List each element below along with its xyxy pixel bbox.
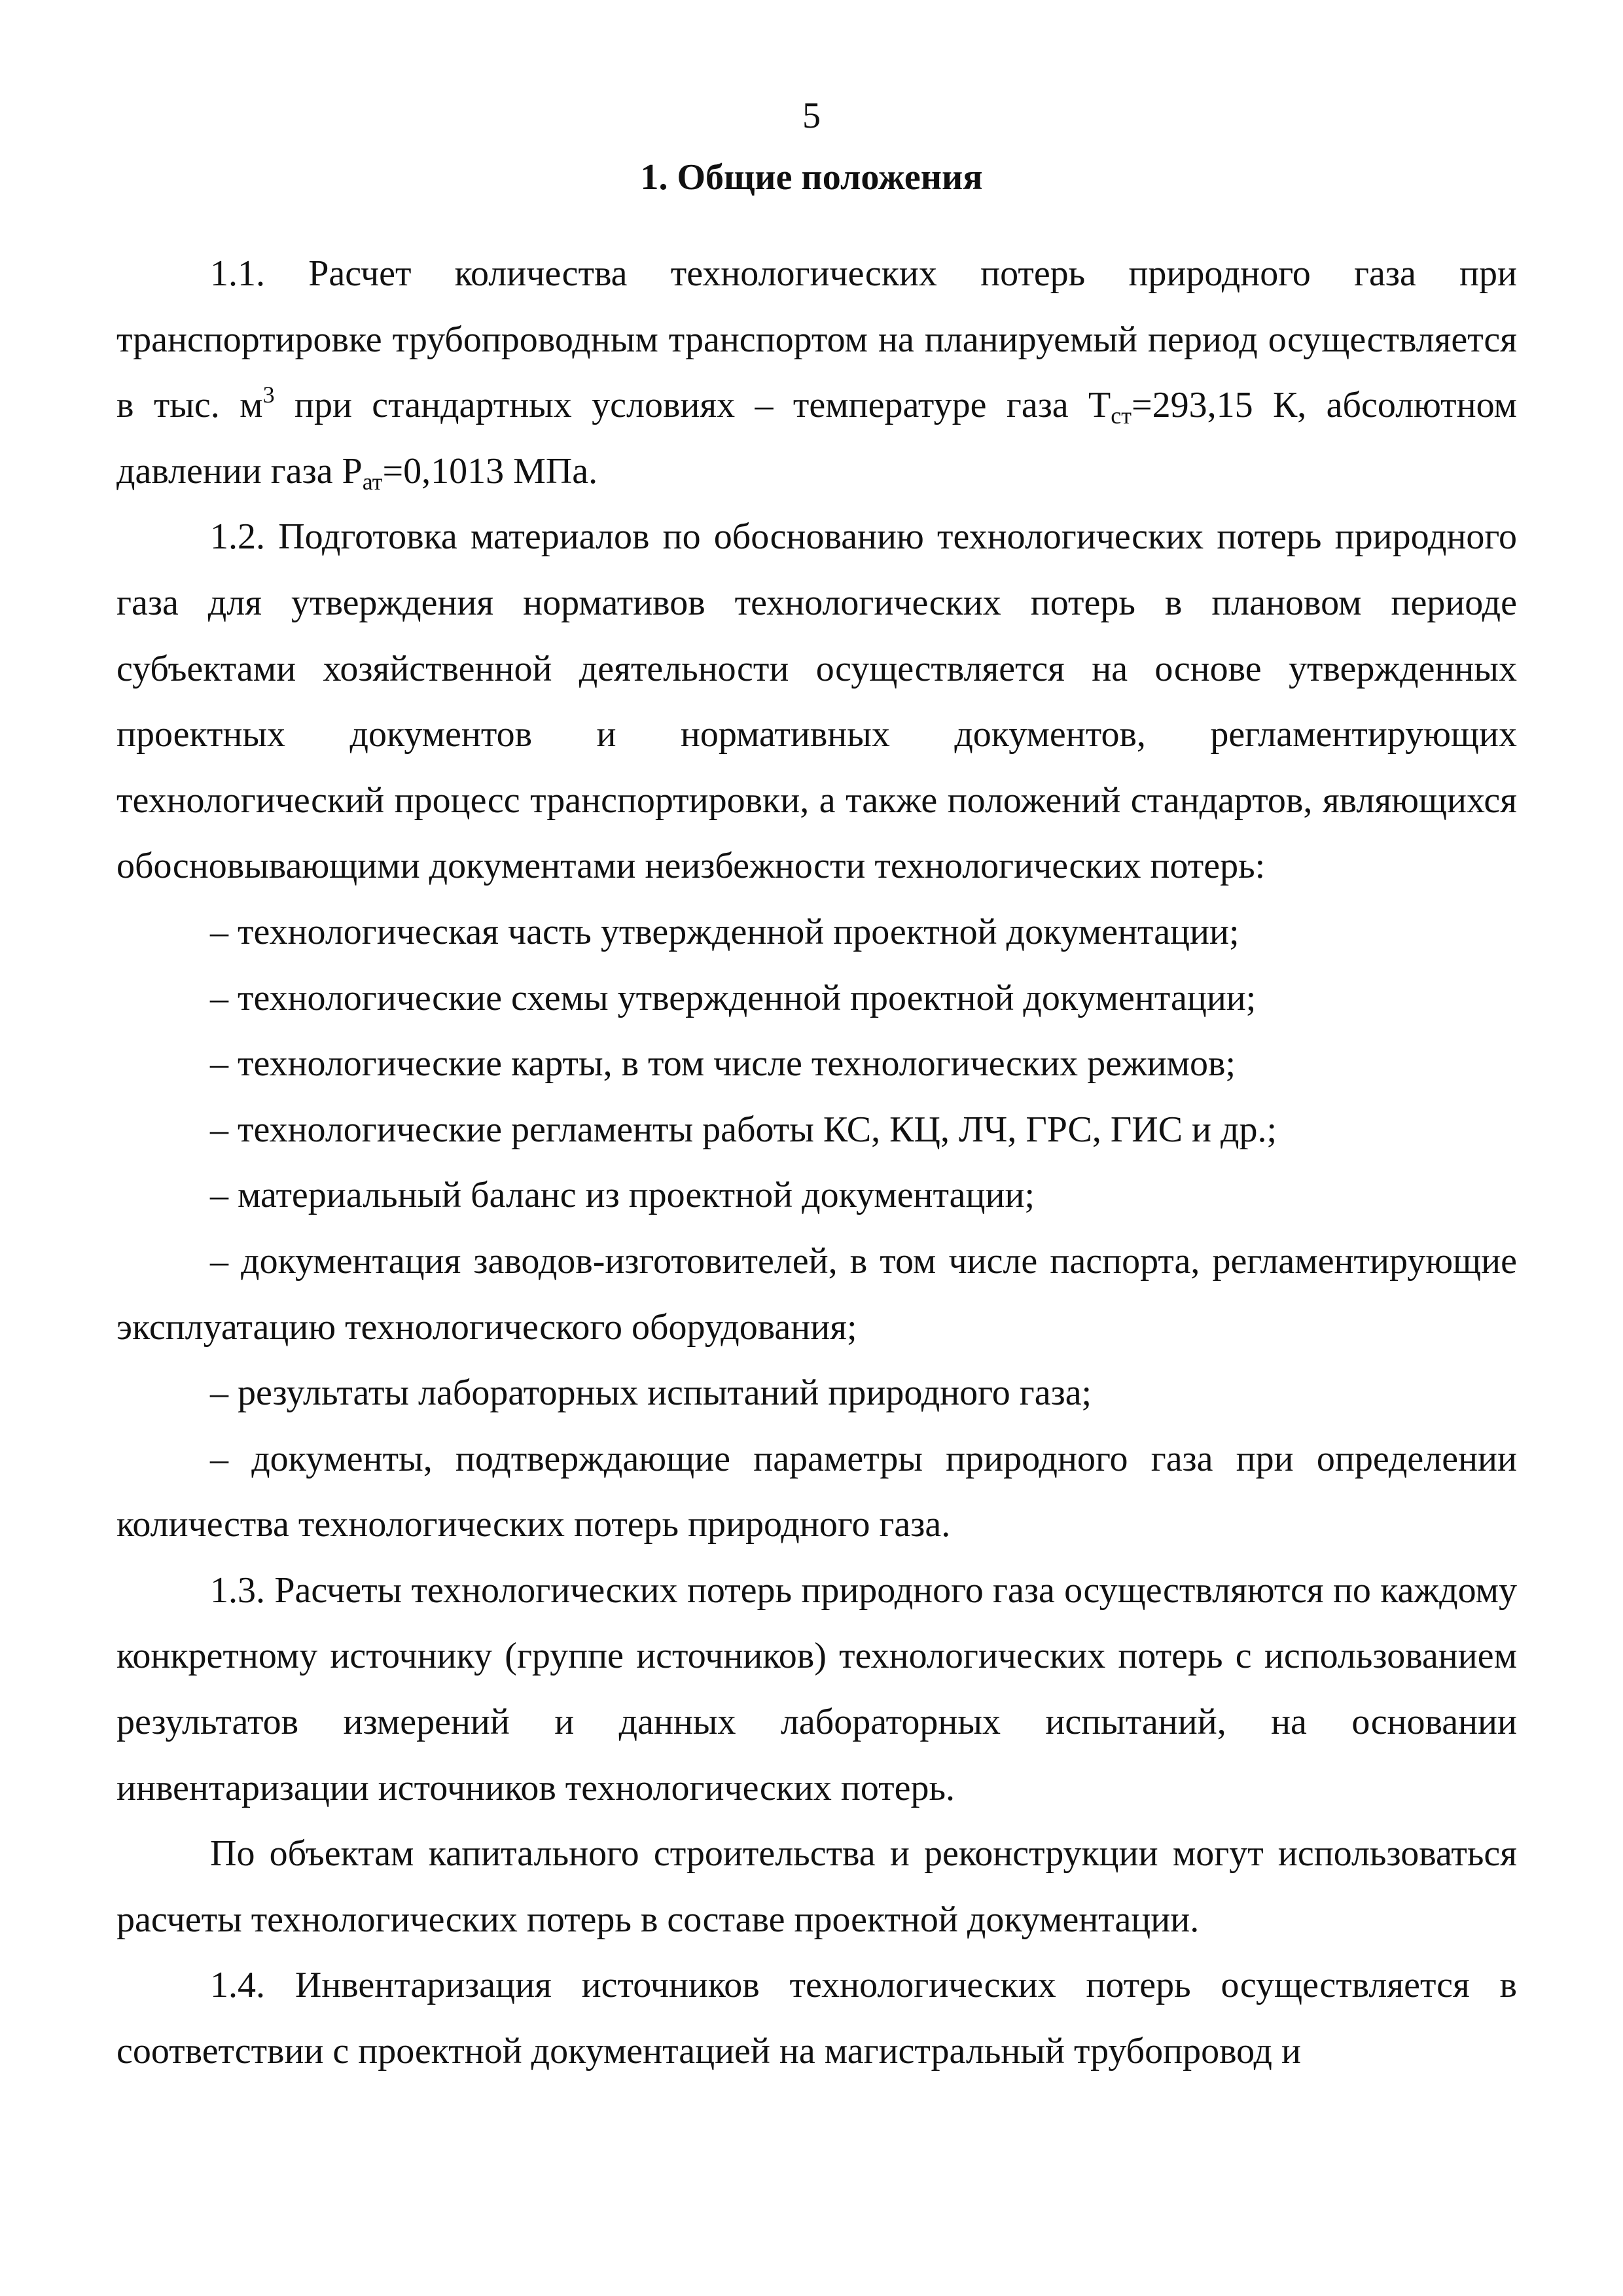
paragraph-number: 1.4.	[210, 1965, 265, 2006]
paragraph-1-3	[116, 1558, 1517, 1821]
section-title: 1. Общие положения	[640, 157, 983, 198]
subscript: ат	[362, 468, 383, 495]
paragraph-1-3-continued: По объектам капитального строительства и реконструкции могут использоваться расчеты технологических потерь в составе проектной документации.	[116, 1833, 1517, 1940]
paragraph-text: Подготовка материалов по обоснованию технологических потерь природного газа для утверждения нормативов технологических потерь в плановом периоде субъектами хозяйственной деятельности осуществляется на основе утвержденных проектных документов и нормативных документов, регламентирующих технологический процесс транспортировки, а также положений стандартов, являющихся обосновывающими документами неизбежности технологических потерь:	[116, 516, 1518, 887]
superscript: 3	[262, 382, 275, 408]
paragraph-1-1	[116, 241, 1517, 504]
paragraph-number: 1.3.	[210, 1570, 265, 1611]
list-item: – технологические регламенты работы КС, КЦ, ЛЧ, ГРС, ГИС и др.;	[210, 1109, 1277, 1150]
list-item: – документация заводов-изготовителей, в том числе паспорта, регламентирующие эксплуатацию технологического оборудования;	[116, 1240, 1517, 1348]
paragraph-text: Расчеты технологических потерь природного газа осуществляются по каждому конкретному источнику (группе источников) технологических потерь с использованием результатов измерений и данных лабораторных испытаний, на основании инвентаризации источников технологических потерь.	[116, 1570, 1518, 1808]
list-item: – технологические схемы утвержденной проектной документации;	[210, 977, 1257, 1018]
list-item: – материальный баланс из проектной документации;	[210, 1175, 1035, 1216]
page-number: 5	[802, 96, 821, 136]
paragraph-1-2	[116, 504, 1517, 899]
list-item: – результаты лабораторных испытаний природного газа;	[210, 1372, 1092, 1414]
list-item: – технологические карты, в том числе технологических режимов;	[210, 1043, 1236, 1085]
paragraph-number: 1.2.	[210, 516, 265, 558]
paragraph-text: Инвентаризация источников технологических потерь осуществляется в соответствии с проектной документацией на магистральный трубопровод и	[116, 1965, 1517, 2072]
paragraph-text: Расчет количества технологических потерь природного газа при транспортировке трубопроводным транспортом на планируемый период осуществляется в тыс. м	[116, 253, 1517, 426]
paragraph-number: 1.1.	[210, 253, 265, 294]
paragraph-text: при стандартных условиях – температуре газа Т	[274, 385, 1111, 426]
paragraph-text: =0,1013 МПа.	[382, 450, 598, 492]
list-item: – технологическая часть утвержденной проектной документации;	[210, 911, 1240, 952]
subscript: ст	[1111, 403, 1132, 429]
document-body	[116, 241, 1517, 2085]
list-item: – документы, подтверждающие параметры природного газа при определении количества технологических потерь природного газа.	[116, 1438, 1517, 1545]
paragraph-text: =293,15 К, абсолютном давлении газа Р	[116, 385, 1517, 492]
paragraph-1-4	[116, 1952, 1517, 2084]
